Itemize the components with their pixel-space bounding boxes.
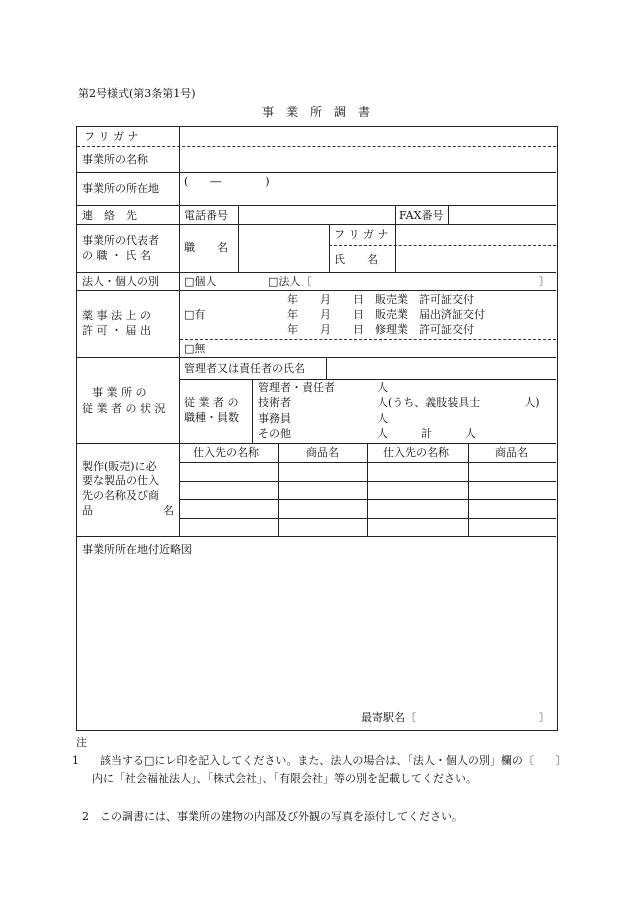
supplier-label-4b: 名 [163,504,174,517]
note-item [72,752,568,788]
contact-label: 連 絡 先 [82,209,137,222]
note-item [82,808,558,826]
notes-heading: 注 [76,736,87,749]
checkbox-law-yes[interactable]: □有 [184,308,206,321]
form-number: 第2号様式(第3条第1号) [78,87,196,100]
law-item-1: 年 月 日 販売業 許可証交付 [287,293,474,306]
supplier-header-name: 仕入先の名称 [383,446,449,459]
staff-row-label: 技術者 [258,396,291,409]
supplier-header-name: 仕入先の名称 [193,446,259,459]
manager-name-label: 管理者又は責任者の氏名 [184,362,305,375]
law-item-3: 年 月 日 修理業 許可証交付 [287,323,474,336]
law-permission-label-1: 薬 事 法 上 の [82,309,151,322]
supplier-label-3: 先の名称及び商 [82,489,159,502]
fax-label: FAX番号 [399,209,444,222]
supplier-label-1: 製作(販売)に必 [82,460,157,473]
checkbox-law-no[interactable]: □無 [184,342,206,355]
staff-row-label: 事務員 [258,412,291,425]
checkbox-corporation[interactable]: □法人〔 [268,275,312,288]
law-permission-label-2: 許 可 ・ 届 出 [82,324,151,337]
staff-type-label-1: 従 業 者 の [184,396,239,409]
rep-title-label: 職 名 [184,241,228,254]
note-number: 1 [72,754,79,767]
note-number: 2 [82,810,89,823]
supplier-header-product: 商品名 [495,446,528,459]
representative-label-1: 事業所の代表者 [82,234,159,247]
furigana-label: フ リ ガ ナ [84,130,139,143]
rep-furigana-label: フ リ ガ ナ [334,228,389,241]
staff-row-value: 人(うち、義肢装具士 人) [377,396,540,409]
supplier-label-4a: 品 [82,504,93,517]
staff-label-1: 事 業 所 の [92,386,147,399]
note-text: 該当する□にレ印を記入してください。また、法人の場合は、「法人・個人の別」欄の〔 〕内に「社会福祉法人」、「株式会社」、「有限会社」等の別を記載してください。 [92,754,567,785]
supplier-label-2: 要な製品の仕入 [82,474,159,487]
staff-row-label: その他 [258,427,291,440]
phone-label: 電話番号 [184,209,228,222]
staff-type-label-2: 職種・員数 [184,411,239,424]
corp-individual-label: 法人・個人の別 [82,275,159,288]
staff-label-2: 従 業 者 の 状 況 [82,402,166,415]
corp-bracket-close: 〕 [539,275,550,288]
nearest-station-label: 最寄駅名〔 [361,711,416,724]
staff-row-value: 人 [377,381,388,394]
representative-label-2: の 職 ・ 氏 名 [82,249,151,262]
checkbox-individual[interactable]: □個人 [184,275,217,288]
staff-row-label: 管理者・責任者 [258,381,335,394]
map-label: 事業所所在地付近略図 [82,543,192,556]
note-text: この調書には、事業所の建物の内部及び外観の写真を添付してください。 [100,810,463,823]
staff-row-value: 人 [377,412,388,425]
nearest-station-bracket-close: 〕 [539,711,550,724]
supplier-header-product: 商品名 [306,446,339,459]
form-title: 事 業 所 調 書 [262,105,371,119]
business-name-label: 事業所の名称 [82,153,148,166]
address-postal-paren: ( ― ) [184,175,270,188]
law-item-2: 年 月 日 販売業 届出済証交付 [287,308,485,321]
rep-name-label: 氏 名 [334,253,378,266]
address-label: 事業所の所在地 [82,182,159,195]
staff-row-value: 人 計 人 [377,427,476,440]
